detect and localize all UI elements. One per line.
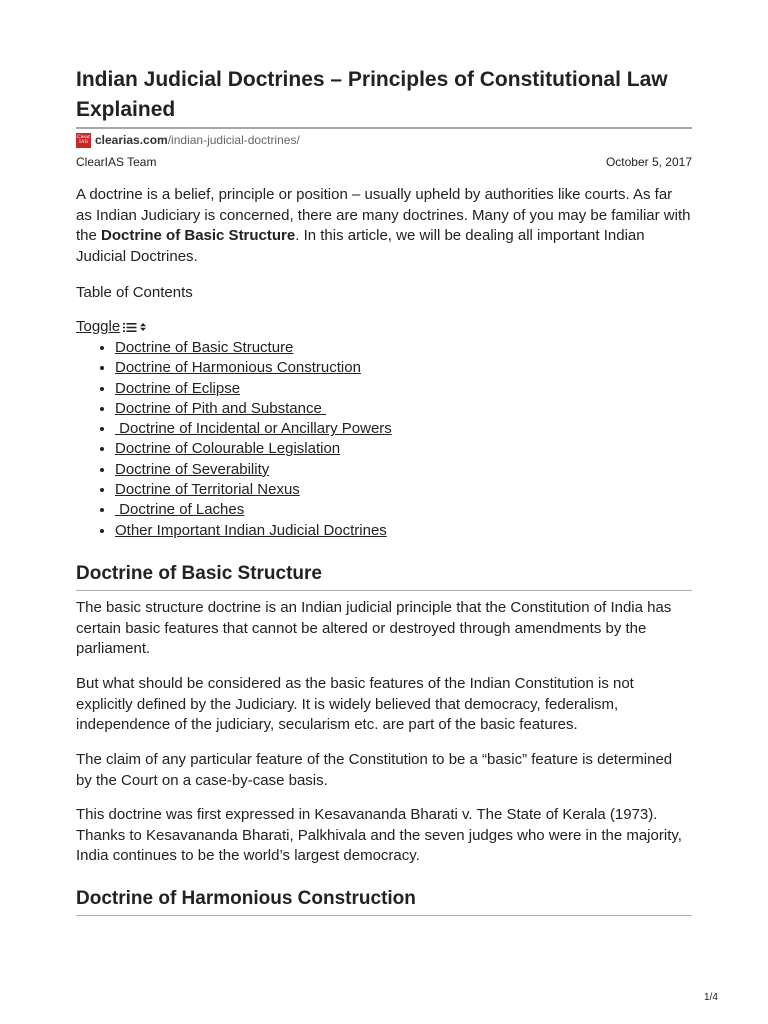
- toc-link[interactable]: Doctrine of Eclipse: [115, 379, 241, 397]
- toc-link[interactable]: Doctrine of Basic Structure: [115, 339, 294, 356]
- title-divider: [76, 127, 692, 129]
- toc-link[interactable]: Doctrine of Severability: [115, 460, 270, 478]
- toc-item: [115, 460, 392, 480]
- toc-item: [115, 480, 392, 500]
- toc-toggle-icons[interactable]: [123, 322, 147, 333]
- toc-item: [115, 500, 392, 520]
- toc-link[interactable]: Other Important Indian Judicial Doctrines: [115, 521, 387, 539]
- toc-link[interactable]: Doctrine of Harmonious Construction: [115, 359, 361, 377]
- sort-arrows-icon: [139, 322, 147, 332]
- toc-link[interactable]: Doctrine of Pith and Substance: [115, 399, 326, 417]
- section-paragraph: The claim of any particular feature of the Constitution to be a “basic” feature is determined by the Court on a case-by-case basis.: [76, 751, 673, 789]
- section-divider: [76, 590, 692, 591]
- intro-paragraph: A doctrine is a belief, principle or position – usually upheld by authorities like courts. As far as Indian Judiciary is concerned, there are many doctrines. Many of you may be familiar with the Doctrine of Basic Structure. In this article, we will be dealing all important Indian Judicial Doctrines.: [76, 186, 691, 266]
- toc-list: [76, 338, 392, 541]
- article-meta: [76, 155, 692, 169]
- article-title: Indian Judicial Doctrines – Principles of Constitutional Law Explained: [76, 68, 668, 121]
- toc-item: [115, 399, 392, 419]
- toc-item: [115, 419, 392, 439]
- toc-toggle-link[interactable]: Toggle: [76, 318, 121, 335]
- clearias-logo-icon: Clear IAS: [76, 133, 91, 148]
- toc-item: [115, 379, 392, 399]
- toc-title: Table of Contents: [76, 284, 193, 301]
- section-divider: [76, 915, 692, 916]
- page-number: 1/4: [704, 992, 718, 1003]
- toc-link[interactable]: Doctrine of Territorial Nexus: [115, 481, 300, 499]
- list-icon: [123, 322, 137, 333]
- section-heading-harmonious-construction: Doctrine of Harmonious Construction: [76, 888, 416, 909]
- author: ClearIAS Team: [76, 155, 157, 169]
- toc-link[interactable]: Doctrine of Colourable Legislation: [115, 440, 341, 458]
- publish-date: October 5, 2017: [605, 155, 692, 169]
- section-paragraph: The basic structure doctrine is an Indian judicial principle that the Constitution of India has certain basic features that cannot be altered or destroyed through amendments by the parliament.: [76, 599, 672, 658]
- source-domain[interactable]: clearias.com: [95, 133, 168, 147]
- section-paragraph: This doctrine was first expressed in Kesavananda Bharati v. The State of Kerala (1973). Thanks to Kesavananda Bharati, Palkhivala and the seven judges who were in the majority, India continues to be the world’s largest democracy.: [76, 806, 682, 865]
- toc-toggle[interactable]: [76, 317, 147, 337]
- intro-bold-term: Doctrine of Basic Structure: [101, 227, 296, 245]
- section-heading-basic-structure: Doctrine of Basic Structure: [76, 563, 322, 584]
- toc-link[interactable]: Doctrine of Laches: [115, 501, 245, 519]
- toc-item: [115, 521, 392, 541]
- toc-item: [115, 358, 392, 378]
- source-path[interactable]: /indian-judicial-doctrines/: [167, 133, 300, 147]
- toc-item: [115, 338, 392, 358]
- toc-item: [115, 439, 392, 459]
- source-line: [76, 131, 300, 149]
- section-paragraph: But what should be considered as the basic features of the Indian Constitution is not explicitly defined by the Judiciary. It is widely believed that democracy, federalism, independence of the judiciary, secularism etc. are part of the basic features.: [76, 675, 634, 734]
- toc-link[interactable]: Doctrine of Incidental or Ancillary Powers: [115, 420, 392, 438]
